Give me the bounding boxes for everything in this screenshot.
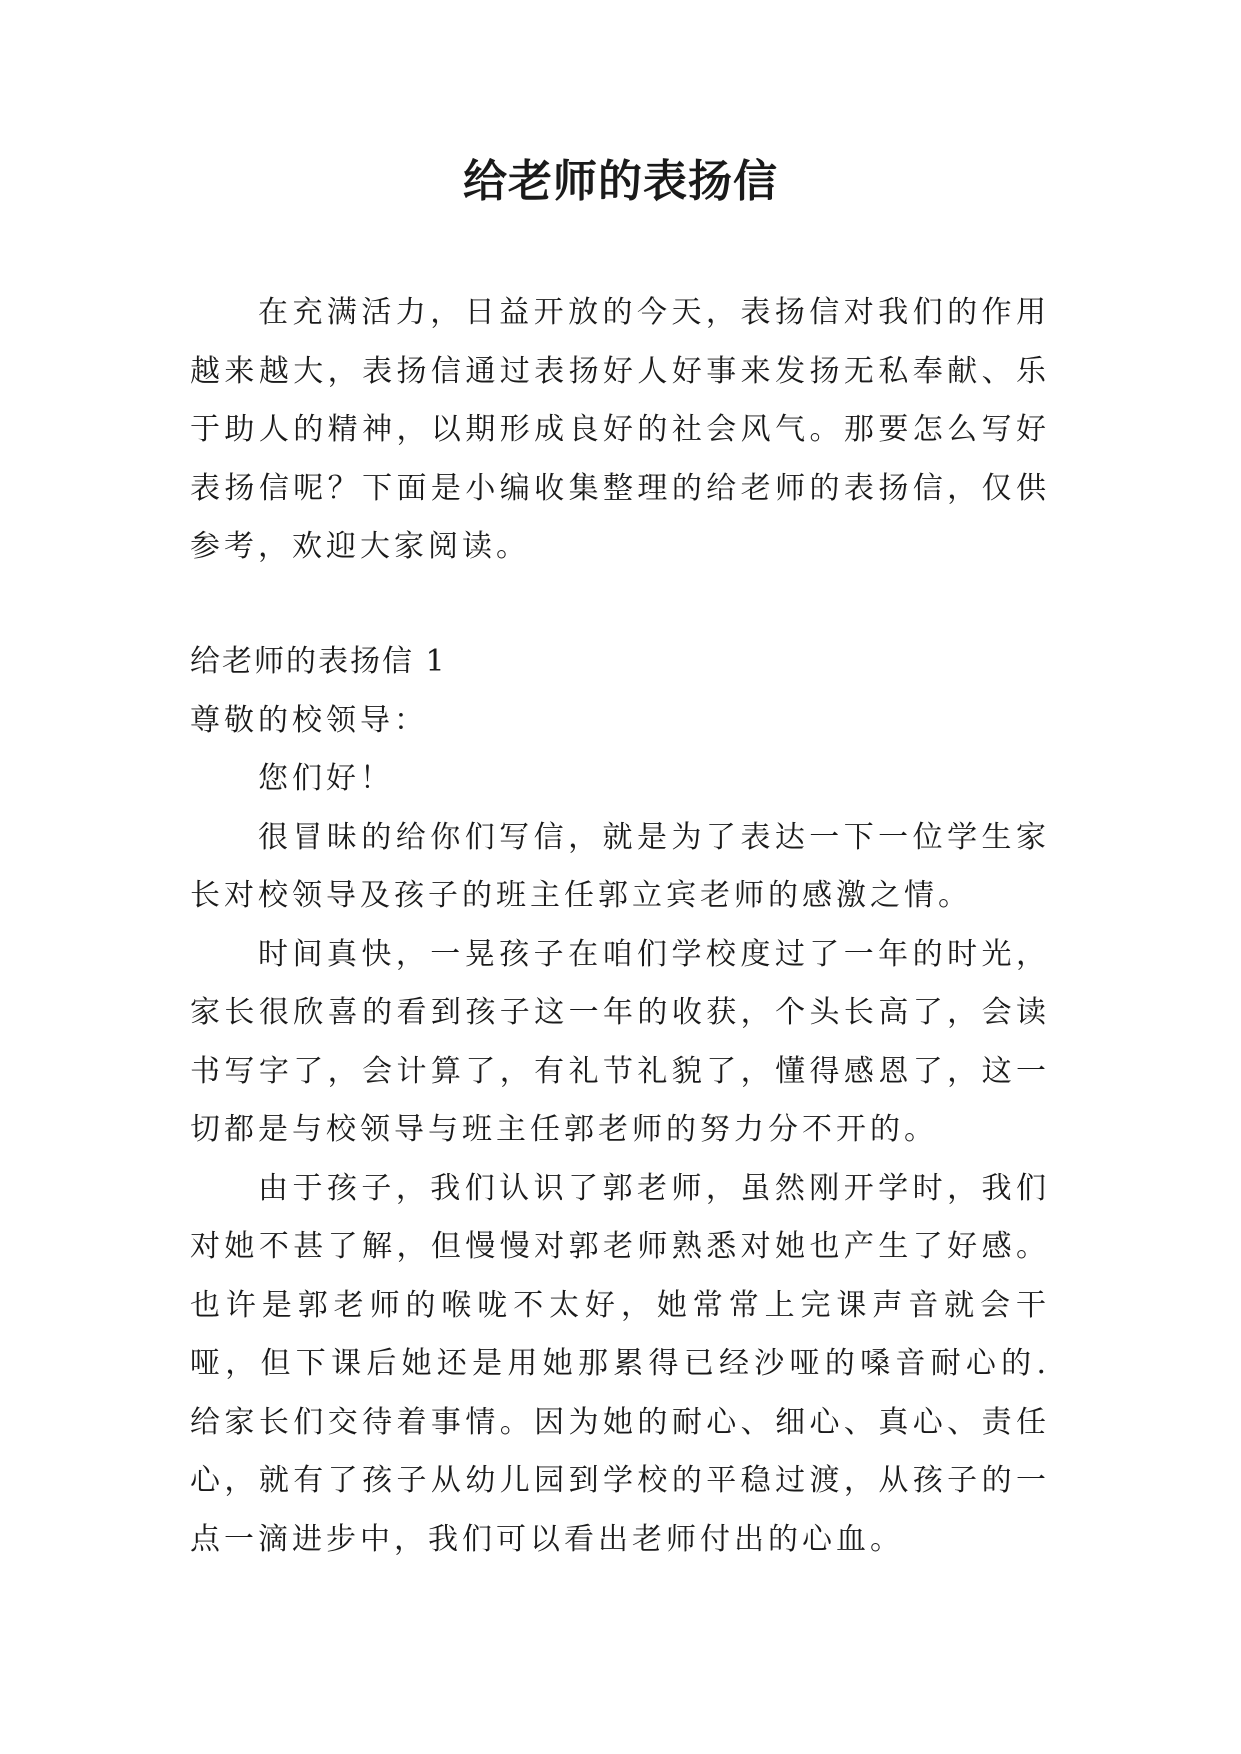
document-title: 给老师的表扬信 [463, 156, 778, 207]
letter-heading: 给老师的表扬信 1 [190, 644, 447, 679]
letter-salutation: 尊敬的校领导： [190, 702, 428, 738]
letter-paragraph: 由于孩子，我们认识了郭老师，虽然刚开学时，我们对她不甚了解，但慢慢对郭老师熟悉对她也产生了好感。也许是郭老师的喉咙不太好，她常常上完课声音就会干哑，但下课后她还是用她那累得已经沙哑的嗓音耐心的.给家长们交待着事情。因为她的耐心、细心、真心、责任心，就有了孩子从幼儿园到学校的平稳过渡，从孩子的一点一滴进步中，我们可以看出老师付出的心血。 [190, 1170, 1050, 1557]
letter-paragraph: 时间真快，一晃孩子在咱们学校度过了一年的时光，家长很欣喜的看到孩子这一年的收获，个头长高了，会读书写字了，会计算了，有礼节礼貌了，懂得感恩了，这一切都是与校领导与班主任郭老师的努力分不开的。 [190, 936, 1050, 1147]
letter-section [190, 633, 1050, 1569]
intro-section [190, 284, 1050, 577]
letter-paragraph: 很冒昧的给你们写信，就是为了表达一下一位学生家长对校领导及孩子的班主任郭立宾老师的感激之情。 [190, 819, 1050, 913]
letter-greeting: 您们好！ [258, 761, 394, 796]
intro-paragraph: 在充满活力，日益开放的今天，表扬信对我们的作用越来越大，表扬信通过表扬好人好事来发扬无私奉献、乐于助人的精神，以期形成良好的社会风气。那要怎么写好表扬信呢？下面是小编收集整理的给老师的表扬信，仅供参考，欢迎大家阅读。 [190, 295, 1050, 564]
